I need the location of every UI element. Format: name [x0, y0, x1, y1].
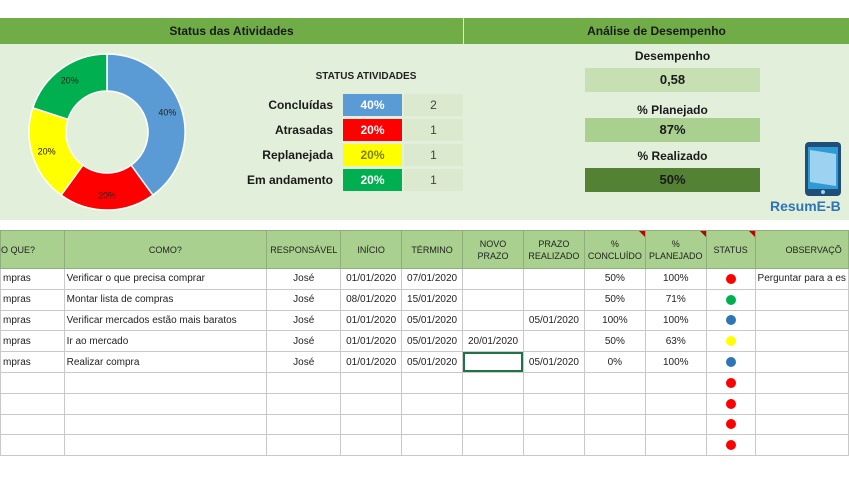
cell-observacoes[interactable]: Perguntar para a es	[755, 269, 848, 290]
cell-novo-prazo[interactable]	[463, 414, 524, 435]
col-prazo-realizado[interactable]: PRAZO REALIZADO	[523, 231, 584, 269]
slice-label: 20%	[60, 75, 79, 86]
cell-pct-planejado[interactable]	[645, 393, 706, 414]
cell-novo-prazo[interactable]	[463, 393, 524, 414]
cell-termino[interactable]	[402, 435, 463, 456]
col-status[interactable]: STATUS	[706, 231, 755, 269]
status-label: Replanejada	[262, 148, 333, 162]
cell-pct-planejado[interactable]: 63%	[645, 331, 706, 352]
cell-inicio[interactable]	[341, 372, 402, 393]
cell-status[interactable]	[706, 310, 755, 331]
cell-responsavel[interactable]: José	[267, 289, 341, 310]
status-dot-icon	[726, 336, 736, 346]
status-row-replanejada	[220, 144, 463, 166]
cell-prazo-realizado[interactable]: 05/01/2020	[523, 310, 584, 331]
status-dot-icon	[726, 440, 736, 450]
status-count[interactable]: 1	[404, 144, 463, 166]
cell-inicio[interactable]: 01/01/2020	[341, 331, 402, 352]
status-dot-icon	[726, 419, 736, 429]
cell-responsavel[interactable]	[267, 414, 341, 435]
col-como[interactable]: COMO?	[64, 231, 267, 269]
table-header-row	[1, 231, 849, 269]
cell-observacoes[interactable]	[755, 310, 848, 331]
table-row	[1, 331, 849, 352]
status-pct[interactable]: 20%	[343, 119, 402, 141]
desempenho-title: Desempenho	[634, 49, 711, 63]
cell-o-que[interactable]	[1, 435, 65, 456]
status-label: Concluídas	[268, 98, 333, 112]
cell-inicio[interactable]	[341, 435, 402, 456]
col-pct-planejado[interactable]: % PLANEJADO	[645, 231, 706, 269]
status-header: Status das Atividades	[0, 18, 463, 44]
cell-pct-concluido[interactable]: 0%	[584, 352, 645, 373]
col-responsavel[interactable]: RESPONSÁVEL	[267, 231, 341, 269]
cell-termino[interactable]	[402, 414, 463, 435]
planejado-title: % Planejado	[637, 103, 708, 117]
cell-pct-concluido[interactable]	[584, 435, 645, 456]
cell-novo-prazo[interactable]	[463, 269, 524, 290]
cell-pct-planejado[interactable]: 100%	[645, 269, 706, 290]
cell-observacoes[interactable]	[755, 435, 848, 456]
cell-como[interactable]	[64, 393, 267, 414]
cell-status[interactable]	[706, 372, 755, 393]
cell-como[interactable]: Verificar mercados estão mais baratos	[64, 310, 267, 331]
col-observacoes[interactable]: OBSERVAÇÕ	[755, 231, 848, 269]
cell-como[interactable]	[64, 372, 267, 393]
cell-o-que[interactable]	[1, 372, 65, 393]
cell-termino[interactable]: 05/01/2020	[402, 331, 463, 352]
cell-pct-concluido[interactable]: 50%	[584, 269, 645, 290]
table-row	[1, 310, 849, 331]
dashboard-panel	[0, 18, 849, 220]
cell-inicio[interactable]	[341, 393, 402, 414]
cell-pct-planejado[interactable]	[645, 414, 706, 435]
status-row-atrasadas	[220, 119, 463, 141]
table-row	[1, 352, 849, 373]
cell-inicio[interactable]: 01/01/2020	[341, 310, 402, 331]
cell-pct-planejado[interactable]: 71%	[645, 289, 706, 310]
status-pct[interactable]: 20%	[343, 144, 402, 166]
cell-responsavel[interactable]	[267, 393, 341, 414]
cell-o-que[interactable]	[1, 393, 65, 414]
cell-como[interactable]: Montar lista de compras	[64, 289, 267, 310]
cell-termino[interactable]: 15/01/2020	[402, 289, 463, 310]
cell-prazo-realizado[interactable]	[523, 289, 584, 310]
cell-o-que[interactable]: mpras	[1, 331, 65, 352]
table-row	[1, 289, 849, 310]
cell-novo-prazo[interactable]	[463, 435, 524, 456]
desempenho-value[interactable]: 0,58	[585, 68, 760, 92]
table-row	[1, 435, 849, 456]
cell-status[interactable]	[706, 393, 755, 414]
status-pct[interactable]: 40%	[343, 94, 402, 116]
cell-o-que[interactable]	[1, 414, 65, 435]
cell-prazo-realizado[interactable]	[523, 414, 584, 435]
status-count[interactable]: 1	[404, 169, 463, 191]
cell-status[interactable]	[706, 414, 755, 435]
table-row	[1, 269, 849, 290]
activities-table	[0, 230, 849, 456]
cell-observacoes[interactable]	[755, 352, 848, 373]
cell-como[interactable]: Realizar compra	[64, 352, 267, 373]
cell-responsavel[interactable]	[267, 435, 341, 456]
cell-prazo-realizado[interactable]	[523, 372, 584, 393]
cell-pct-concluido[interactable]	[584, 372, 645, 393]
slice-em-andamento[interactable]	[33, 54, 107, 119]
cell-como[interactable]	[64, 414, 267, 435]
cell-status[interactable]	[706, 289, 755, 310]
cell-termino[interactable]	[402, 372, 463, 393]
cell-pct-concluido[interactable]: 50%	[584, 331, 645, 352]
cell-como[interactable]: Verificar o que precisa comprar	[64, 269, 267, 290]
cell-termino[interactable]	[402, 393, 463, 414]
cell-inicio[interactable]	[341, 414, 402, 435]
realizado-title: % Realizado	[637, 149, 708, 163]
cell-o-que[interactable]: mpras	[1, 352, 65, 373]
cell-pct-planejado[interactable]: 100%	[645, 352, 706, 373]
cell-prazo-realizado[interactable]: 05/01/2020	[523, 352, 584, 373]
cell-observacoes[interactable]	[755, 393, 848, 414]
col-inicio[interactable]: INÍCIO	[341, 231, 402, 269]
cell-responsavel[interactable]: José	[267, 269, 341, 290]
status-atividades-title: STATUS ATIVIDADES	[315, 71, 417, 82]
cell-responsavel[interactable]: José	[267, 331, 341, 352]
table-row	[1, 372, 849, 393]
planejado-value[interactable]: 87%	[585, 118, 760, 142]
cell-observacoes[interactable]	[755, 372, 848, 393]
cell-responsavel[interactable]: José	[267, 352, 341, 373]
cell-prazo-realizado[interactable]	[523, 393, 584, 414]
cell-inicio[interactable]: 01/01/2020	[341, 269, 402, 290]
cell-status[interactable]	[706, 269, 755, 290]
status-dot-icon	[726, 274, 736, 284]
logo-text: ResumE-B	[770, 198, 841, 214]
cell-o-que[interactable]: mpras	[1, 269, 65, 290]
status-dot-icon	[726, 378, 736, 388]
cell-como[interactable]	[64, 435, 267, 456]
analise-header: Análise de Desempenho	[464, 18, 849, 44]
cell-o-que[interactable]: mpras	[1, 310, 65, 331]
cell-novo-prazo[interactable]	[463, 372, 524, 393]
status-dot-icon	[726, 399, 736, 409]
status-label: Em andamento	[246, 173, 333, 187]
col-novo-prazo[interactable]: NOVO PRAZO	[463, 231, 524, 269]
status-donut-chart[interactable]	[26, 51, 188, 213]
status-dot-icon	[726, 357, 736, 367]
cell-inicio[interactable]: 01/01/2020	[341, 352, 402, 373]
col-pct-concluido[interactable]: % CONCLUÍDO	[584, 231, 645, 269]
cell-pct-concluido[interactable]	[584, 414, 645, 435]
status-row-concluidas	[220, 94, 463, 116]
slice-label: 20%	[37, 146, 56, 157]
cell-prazo-realizado[interactable]	[523, 435, 584, 456]
cell-novo-prazo[interactable]	[463, 352, 524, 373]
cell-observacoes[interactable]	[755, 331, 848, 352]
cell-termino[interactable]: 05/01/2020	[402, 352, 463, 373]
cell-pct-concluido[interactable]: 100%	[584, 310, 645, 331]
cell-responsavel[interactable]	[267, 372, 341, 393]
cell-novo-prazo[interactable]	[463, 310, 524, 331]
cell-observacoes[interactable]	[755, 414, 848, 435]
cell-termino[interactable]: 07/01/2020	[402, 269, 463, 290]
slice-label: 40%	[158, 107, 177, 118]
cell-o-que[interactable]: mpras	[1, 289, 65, 310]
status-label: Atrasadas	[274, 123, 333, 137]
status-dot-icon	[726, 315, 736, 325]
cell-pct-planejado[interactable]	[645, 372, 706, 393]
status-pct[interactable]: 20%	[343, 169, 402, 191]
slice-label: 20%	[97, 190, 117, 201]
cell-novo-prazo[interactable]	[463, 289, 524, 310]
status-row-em-andamento	[220, 169, 463, 191]
status-count[interactable]: 2	[404, 94, 463, 116]
cell-termino[interactable]: 05/01/2020	[402, 310, 463, 331]
status-dot-icon	[726, 295, 736, 305]
col-o-que[interactable]: O QUE?	[1, 231, 65, 269]
table-row	[1, 393, 849, 414]
realizado-value[interactable]: 50%	[585, 168, 760, 192]
cell-pct-concluido[interactable]: 50%	[584, 289, 645, 310]
cell-como[interactable]: Ir ao mercado	[64, 331, 267, 352]
cell-pct-concluido[interactable]	[584, 393, 645, 414]
cell-status[interactable]	[706, 331, 755, 352]
cell-novo-prazo[interactable]: 20/01/2020	[463, 331, 524, 352]
table-row	[1, 414, 849, 435]
cell-pct-planejado[interactable]	[645, 435, 706, 456]
cell-status[interactable]	[706, 435, 755, 456]
cell-prazo-realizado[interactable]	[523, 269, 584, 290]
cell-pct-planejado[interactable]: 100%	[645, 310, 706, 331]
cell-responsavel[interactable]: José	[267, 310, 341, 331]
cell-inicio[interactable]: 08/01/2020	[341, 289, 402, 310]
status-count[interactable]: 1	[404, 119, 463, 141]
cell-prazo-realizado[interactable]	[523, 331, 584, 352]
cell-observacoes[interactable]	[755, 289, 848, 310]
cell-status[interactable]	[706, 352, 755, 373]
col-termino[interactable]: TÉRMINO	[402, 231, 463, 269]
